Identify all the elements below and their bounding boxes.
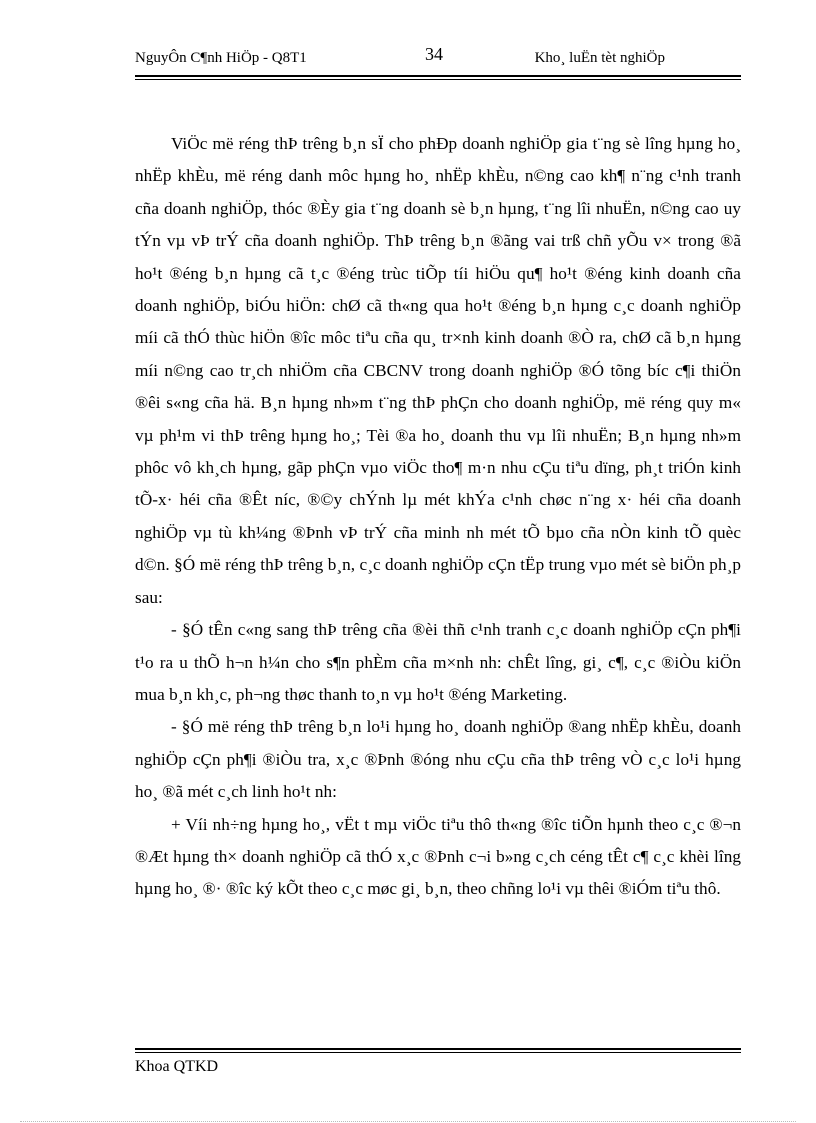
footer-rule-thick: [135, 1048, 741, 1050]
footer-rule-thin: [135, 1052, 741, 1053]
header-author: NguyÔn C¶nh HiÖp - Q8T1: [135, 50, 307, 66]
paragraph-2: - §Ó tÊn c«ng sang thÞ trêng cña ®èi thñ c¹nh tranh c¸c doanh nghiÖp cÇn ph¶i t¹o ra u thÕ h¬n h¼n cho s¶n phÈm cña m×nh nh: chÊt lîng, gi¸ c¶, c¸c ®iÒu kiÖn mua b¸n kh¸c, ph¬ng thøc thanh to¸n vµ ho¹t ®éng Marketing.: [135, 620, 741, 704]
page-number: 34: [425, 44, 443, 64]
header-rule-thin: [135, 79, 741, 80]
footer-faculty: Khoa QTKD: [135, 1058, 219, 1075]
header-rule-thick: [135, 75, 741, 77]
paragraph-3: - §Ó më réng thÞ trêng b¸n lo¹i hµng ho¸ doanh nghiÖp ®ang nhËp khÈu, doanh nghiÖp cÇn ph¶i ®iÒu tra, x¸c ®Þnh ®óng nhu cÇu cña thÞ trêng vÒ c¸c lo¹i hµng ho¸ ®ã mét c¸ch linh ho¹t nh:: [135, 717, 741, 802]
header-doc-type: Kho¸ luËn tèt nghiÖp: [534, 50, 665, 66]
page-bottom-divider: [20, 1121, 796, 1122]
paragraph-4: + Víi nh÷ng hµng ho¸, vËt t mµ viÖc tiªu thô th«ng ®îc tiÕn hµnh theo c¸c ®¬n ®Æt hµng th× doanh nghiÖp cã thÓ x¸c ®Þnh c¬i b»ng c¸ch céng tÊt c¶ c¸c khèi lîng hµng ho¸ ®· ®îc ký kÕt theo c¸c møc gi¸ b¸n, theo chñng lo¹i vµ thêi ®iÓm tiªu thô.: [135, 814, 741, 899]
body-text: [135, 128, 741, 906]
page-header: [135, 46, 743, 70]
paragraph-1: ViÖc më réng thÞ trêng b¸n sÏ cho phÐp doanh nghiÖp gia t¨ng sè lîng hµng ho¸ nhËp khÈu, më réng danh môc hµng ho¸ nhËp khÈu, n©ng cao kh¶ n¨ng c¹nh tranh cña doanh nghiÖp, thóc ®Èy gia t¨ng doanh sè b¸n hµng, t¨ng lîi nhuËn, n©ng cao uy tÝn vµ vÞ trÝ cña doanh nghiÖp. ThÞ trêng b¸n ®ãng vai trß chñ yÕu v× trong ®ã ho¹t ®éng b¸n hµng cã t¸c ®éng trùc tiÕp tíi hiÖu qu¶ ho¹t ®éng kinh doanh cña doanh nghiÖp, biÓu hiÖn: chØ cã th«ng qua ho¹t ®éng b¸n hµng c¸c doanh nghiÖp míi cã thÓ thùc hiÖn ®îc môc tiªu cña qu¸ tr×nh kinh doanh ®Ò ra, chØ cã b¸n hµng míi n©ng cao tr¸ch nhiÖm cña CBCNV trong doanh nghiÖp ®Ó tõng bíc c¶i thiÖn ®êi s«ng cña hä. B¸n hµng nh»m t¨ng thÞ phÇn cho doanh nghiÖp, më réng quy m« vµ ph¹m vi thÞ trêng hµng ho¸; Tèi ®a ho¸ doanh thu vµ lîi nhuËn; B¸n hµng nh»m phôc vô kh¸ch hµng, gãp phÇn vµo viÖc tho¶ m·n nhu cÇu tiªu dïng, ph¸t triÓn kinh tÕ-x· héi cña ®Êt níc, ®©y chÝnh lµ mét khÝa c¹nh chøc n¨ng x· héi cña doanh nghiÖp vµ tù kh¼ng ®Þnh vÞ trÝ cña minh nh mét tÕ bµo cña nÒn kinh tÕ quèc d©n. §Ó më réng thÞ trêng b¸n, c¸c doanh nghiÖp cÇn tËp trung vµo mét sè biÖn ph¸p sau:: [135, 134, 741, 607]
